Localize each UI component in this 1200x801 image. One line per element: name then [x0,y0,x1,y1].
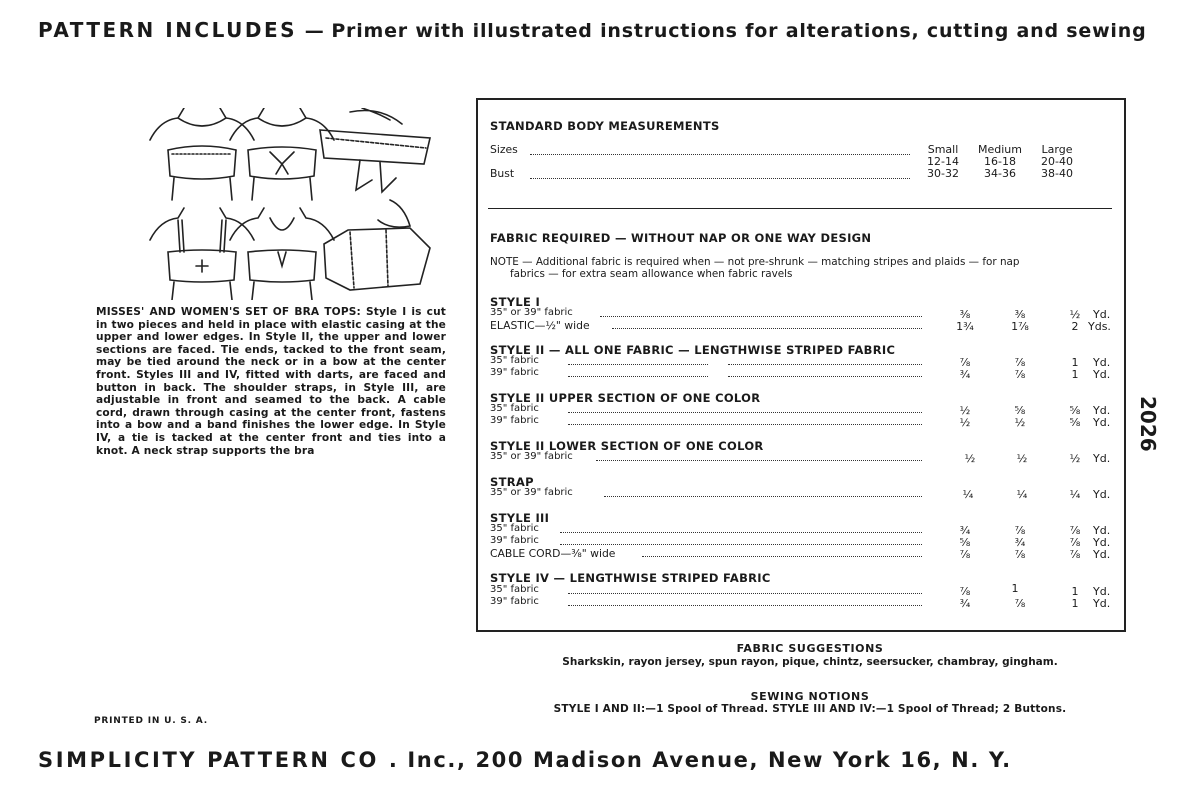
fabric-note-2: fabrics — for extra seam allowance when fabric ravels [510,268,793,280]
style2-r1-large: 1 [1071,356,1079,369]
style1-r2-label: ELASTIC—½" wide [490,319,590,332]
style1-r2-small: 1¾ [956,320,974,333]
header-line [38,18,1158,42]
style4-r2-small: ¾ [959,597,971,610]
style2-r2-label: 39" fabric [490,367,539,378]
style2-r2-medium: ⅞ [1014,368,1026,381]
style2-r1-label: 35" fabric [490,355,539,366]
printed-in-usa: PRINTED IN U. S. A. [94,716,208,726]
figure-style-2 [230,108,334,200]
style4-r1-unit: Yd. [1093,585,1111,598]
footer-address: . Inc., 200 Madison Avenue, New York 16, N. Y. [388,748,1012,772]
sizes-label: Sizes [490,143,518,156]
leader-dots [728,376,922,377]
header-dash: — [304,20,324,42]
style4-r2-medium: ⅞ [1014,597,1026,610]
leader-dots [596,460,922,461]
style4-r1-label: 35" fabric [490,584,539,595]
style3-r1-large: ⅞ [1069,524,1081,537]
style2-r1-small: ⅞ [959,356,971,369]
leader-dots [568,412,922,413]
style2u-r2-label: 39" fabric [490,415,539,426]
style2l-r1-small: ½ [964,452,976,465]
style4-r1-large: 1 [1071,585,1079,598]
bra-tops-illustration [140,108,470,300]
style2u-r1-medium: ⅝ [1014,404,1026,417]
strap-r1-medium: ¼ [1016,488,1028,501]
pattern-number: 2026 [1136,396,1160,452]
style2u-r1-small: ½ [959,404,971,417]
style2u-r1-label: 35" fabric [490,403,539,414]
style2u-r2-small: ½ [959,416,971,429]
style3-r2-small: ⅝ [959,536,971,549]
style2-r1-unit: Yd. [1093,356,1111,369]
style3-r1-small: ¾ [959,524,971,537]
style3-r3-unit: Yd. [1093,548,1111,561]
style4-r2-label: 39" fabric [490,596,539,607]
header-lead: PATTERN INCLUDES [38,18,298,42]
style2-r2-unit: Yd. [1093,368,1111,381]
leader-dots [530,154,910,155]
style3-r2-large: ⅞ [1069,536,1081,549]
style1-r1-unit: Yd. [1093,308,1111,321]
style2-r1-medium: ⅞ [1014,356,1026,369]
fabric-title: FABRIC REQUIRED — WITHOUT NAP OR ONE WAY DESIGN [490,231,872,245]
style2-r2-large: 1 [1071,368,1079,381]
col-head-small: Small [927,143,959,156]
bust-small: 30-32 [927,167,959,180]
leader-dots [560,544,922,545]
bust-medium: 34-36 [984,167,1016,180]
size-small: 12-14 [927,155,959,168]
fabric-note-1: NOTE — Additional fabric is required when — not pre-shrunk — matching stripes and plaids — for nap [490,256,1020,268]
figure-style-3 [150,208,254,300]
style1-r1-label: 35" or 39" fabric [490,307,573,318]
style1-title: STYLE I [490,295,541,309]
style3-r1-label: 35" fabric [490,523,539,534]
size-large: 20-40 [1041,155,1073,168]
fabric-suggestions-title: FABRIC SUGGESTIONS [736,642,884,655]
style2l-r1-large: ½ [1069,452,1081,465]
style3-r1-medium: ⅞ [1014,524,1026,537]
style2u-title: STYLE II UPPER SECTION OF ONE COLOR [490,391,761,405]
style1-r2-large: 2 [1071,320,1079,333]
bust-large: 38-40 [1041,167,1073,180]
figure-style-1 [150,108,254,200]
style4-r1-medium: 1 [1011,582,1019,595]
leader-dots [560,532,922,533]
measurements-title: STANDARD BODY MEASUREMENTS [490,119,720,133]
figure-style-4 [230,208,334,300]
leader-dots [568,364,708,365]
header-rest: Primer with illustrated instructions for alterations, cutting and sewing [331,20,1147,42]
style3-title: STYLE III [490,511,550,525]
strap-r1-label: 35" or 39" fabric [490,487,573,498]
leader-dots [568,605,922,606]
section-divider [488,208,1112,209]
leader-dots [530,178,910,179]
style3-r3-label: CABLE CORD—⅜" wide [490,547,616,560]
style2u-r2-unit: Yd. [1093,416,1111,429]
style1-r2-unit: Yds. [1088,320,1111,333]
bust-label: Bust [490,167,515,180]
style3-r3-medium: ⅞ [1014,548,1026,561]
style3-r2-label: 39" fabric [490,535,539,546]
pattern-description: MISSES' AND WOMEN'S SET OF BRA TOPS: Style I is cut in two pieces and held in place with elastic casing at the upper and lower edges. In Style II, the upper and lower sections are faced. Tie ends, tacked to the front seam, may be tied around the neck or in a bow at the center front. Styles III and IV, fitted with darts, are faced and button in back. The shoulder straps, in Style III, are adjustable in front and seamed to the back. A cable cord, drawn through casing at the center front, fastens into a bow and a band finishes the lower edge. In Style IV, a tie is tacked at the center front and ties into a knot. A neck strap supports the bra [96,306,446,457]
style2l-r1-unit: Yd. [1093,452,1111,465]
style2l-title: STYLE II LOWER SECTION OF ONE COLOR [490,439,764,453]
style2l-r1-label: 35" or 39" fabric [490,451,573,462]
size-medium: 16-18 [984,155,1016,168]
style3-r3-large: ⅞ [1069,548,1081,561]
style1-r1-small: ⅜ [959,308,971,321]
style1-r1-large: ½ [1069,308,1081,321]
sewing-notions-title: SEWING NOTIONS [750,690,870,703]
strap-title: STRAP [490,475,534,489]
style3-r3-small: ⅞ [959,548,971,561]
style2-title: STYLE II — ALL ONE FABRIC — LENGTHWISE STRIPED FABRIC [490,343,896,357]
style4-r2-unit: Yd. [1093,597,1111,610]
figure-style-4-flat [324,200,430,290]
figure-style-2-flat [320,108,430,192]
fabric-suggestions-list: Sharkskin, rayon jersey, spun rayon, pique, chintz, seersucker, chambray, gingham. [562,656,1058,668]
leader-dots [568,424,922,425]
leader-dots [600,316,922,317]
footer-company: SIMPLICITY PATTERN CO [38,748,379,772]
strap-r1-unit: Yd. [1093,488,1111,501]
style4-r2-large: 1 [1071,597,1079,610]
style3-r1-unit: Yd. [1093,524,1111,537]
style1-r1-medium: ⅜ [1014,308,1026,321]
leader-dots [728,364,922,365]
footer-line [38,748,1168,772]
sewing-notions-list: STYLE I AND II:—1 Spool of Thread. STYLE III AND IV:—1 Spool of Thread; 2 Buttons. [553,703,1067,715]
style3-r2-medium: ¾ [1014,536,1026,549]
strap-r1-small: ¼ [962,488,974,501]
style2l-r1-medium: ½ [1016,452,1028,465]
style2u-r1-unit: Yd. [1093,404,1111,417]
style4-title: STYLE IV — LENGTHWISE STRIPED FABRIC [490,571,771,585]
style1-r2-medium: 1⅞ [1011,320,1029,333]
style3-r2-unit: Yd. [1093,536,1111,549]
leader-dots [612,328,922,329]
style4-r1-small: ⅞ [959,585,971,598]
col-head-large: Large [1041,143,1073,156]
col-head-medium: Medium [978,143,1022,156]
leader-dots [568,376,708,377]
style2u-r2-large: ⅝ [1069,416,1081,429]
leader-dots [568,593,922,594]
style2u-r2-medium: ½ [1014,416,1026,429]
leader-dots [604,496,922,497]
leader-dots [642,556,922,557]
style2u-r1-large: ⅝ [1069,404,1081,417]
style2-r2-small: ¾ [959,368,971,381]
strap-r1-large: ¼ [1069,488,1081,501]
